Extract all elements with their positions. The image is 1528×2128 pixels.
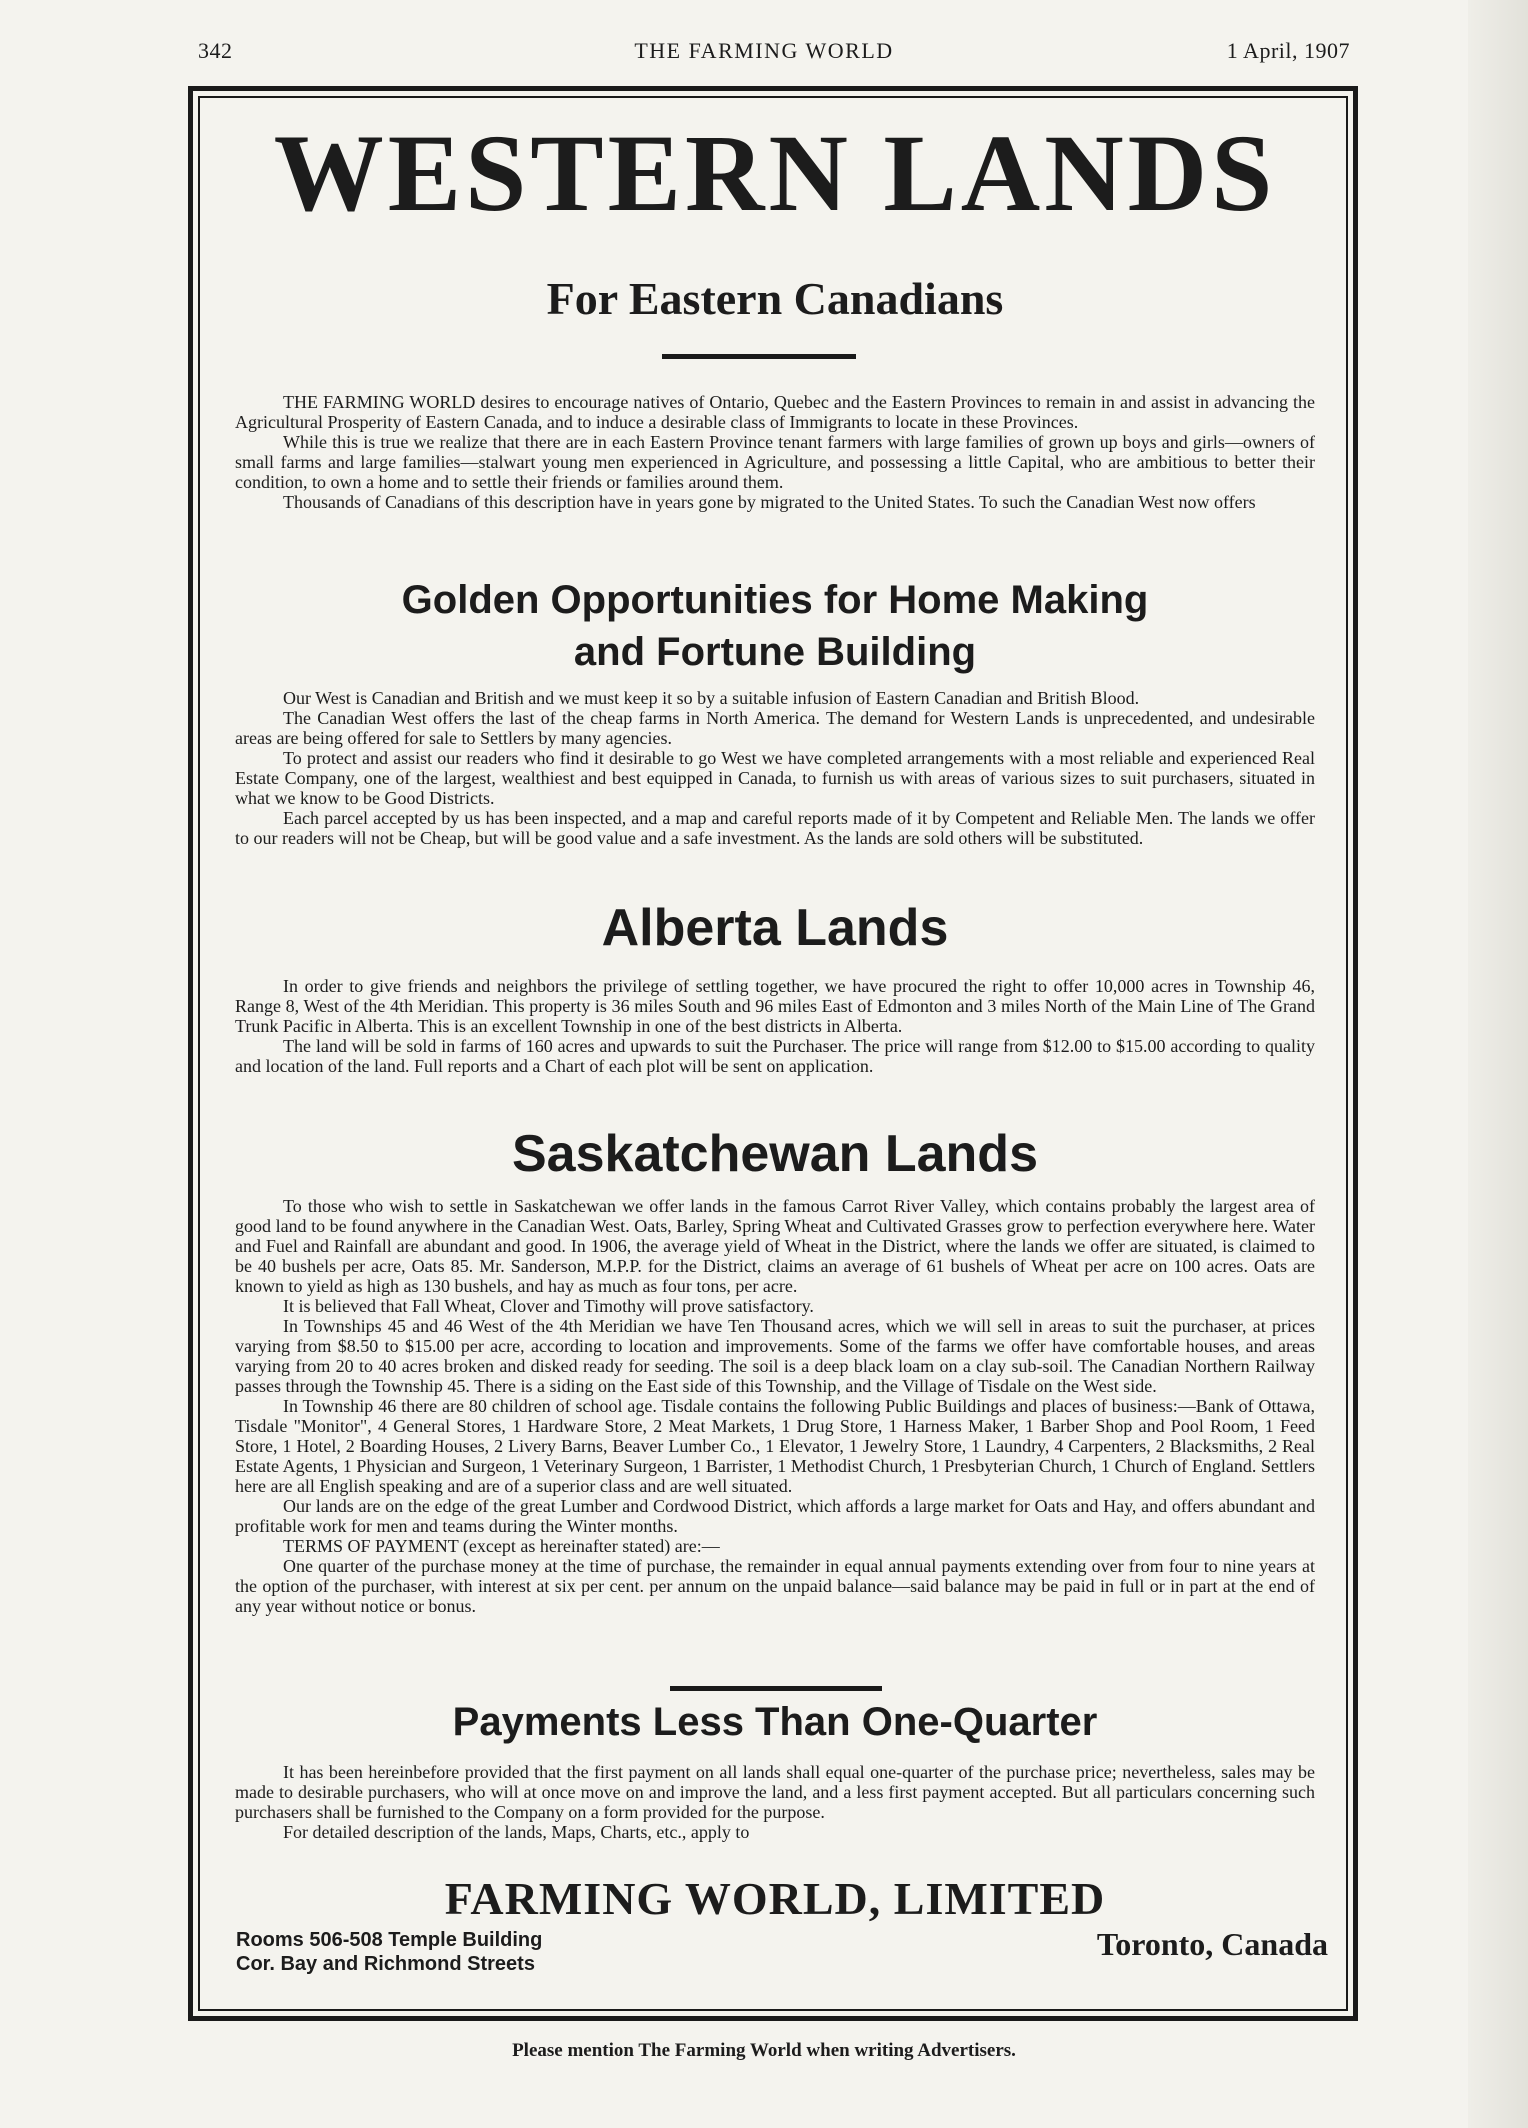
paragraph: In Townships 45 and 46 West of the 4th Meridian we have Ten Thousand acres, which we will sell in areas to suit the purchaser, at prices varying from $8.50 to $15.00 per acre, according to location and improvements. Some of the farms we offer have comfortable houses, and areas varying from 20 to 40 acres broken and disked ready for seeding. The soil is a deep black loam on a clay sub-soil. The Canadian Northern Railway passes through the Township 45. There is a siding on the East side of this Township, and the Village of Tisdale on the West side. (235, 1316, 1315, 1396)
paragraph: Our West is Canadian and British and we must keep it so by a suitable infusion of Eastern Canadian and British Blood. (283, 688, 1140, 708)
company-city: Toronto, Canada (1096, 1926, 1328, 1962)
publication-title: THE FARMING WORLD (634, 38, 894, 63)
payments-heading: Payments Less Than One-Quarter (452, 1700, 1098, 1744)
paragraph: To protect and assist our readers who find it desirable to go West we have completed arrangements with a most reliable and experienced Real Estate Company, one of the largest, wealthiest and best equipped in Canada, to furnish us with areas of various sizes to suit purchasers, situated in what we know to be Good Districts. (235, 748, 1315, 808)
issue-date: 1 April, 1907 (1226, 38, 1350, 63)
company-name: FARMING WORLD, LIMITED (444, 1873, 1106, 1924)
alberta-heading: Alberta Lands (601, 899, 949, 957)
alberta-section (235, 976, 1315, 1076)
saskatchewan-heading: Saskatchewan Lands (512, 1125, 1038, 1183)
page-footer: Please mention The Farming World when writing Advertisers. (512, 2040, 1016, 2061)
paragraph: TERMS OF PAYMENT (except as hereinafter stated) are:— (283, 1536, 720, 1556)
paragraph: In Township 46 there are 80 children of school age. Tisdale contains the following Public Buildings and places of business:—Bank of Ottawa, Tisdale "Monitor", 4 General Stores, 1 Hardware Store, 2 Meat Markets, 1 Drug Store, 1 Harness Maker, 1 Barber Shop and Pool Room, 1 Feed Store, 1 Hotel, 2 Boarding Houses, 2 Livery Barns, Beaver Lumber Co., 1 Elevator, 1 Jewelry Store, 1 Laundry, 4 Carpenters, 2 Blacksmiths, 2 Real Estate Agents, 1 Physician and Surgeon, 1 Veterinary Surgeon, 1 Barrister, 1 Methodist Church, 1 Presbyterian Church, 1 Church of England. Settlers here are all English speaking and are of a superior class and are well situated. (235, 1396, 1315, 1496)
paragraph: Thousands of Canadians of this description have in years gone by migrated to the United States. To such the Canadian West now offers (283, 492, 1256, 512)
company-address (236, 1928, 542, 1976)
paragraph: The Canadian West offers the last of the cheap farms in North America. The demand for Western Lands is unprecedented, and undesirable areas are being offered for sale to Settlers by many agencies. (235, 708, 1315, 748)
paragraph: It has been hereinbefore provided that the first payment on all lands shall equal one-quarter of the purchase price; nevertheless, sales may be made to desirable purchasers, who will at once move on and improve the land, and a less first payment accepted. But all particulars concerning such purchasers shall be furnished to the Company on a form provided for the purpose. (235, 1762, 1315, 1822)
paragraph: Our lands are on the edge of the great Lumber and Cordwood District, which affords a large market for Oats and Hay, and offers abundant and profitable work for men and teams during the Winter months. (235, 1496, 1315, 1536)
paragraph: While this is true we realize that there are in each Eastern Province tenant farmers with large families of grown up boys and girls—owners of small farms and large families—stalwart young men experienced in Agriculture, and possessing a little Capital, who are ambitious to better their condition, to own a home and to settle their friends or families around them. (235, 432, 1315, 492)
paragraph: Each parcel accepted by us has been inspected, and a map and careful reports made of it by Competent and Reliable Men. The lands we offer to our readers will not be Cheap, but will be good value and a safe investment. As the lands are sold others will be substituted. (235, 808, 1315, 848)
west-section (235, 688, 1315, 848)
ad-subtitle: For Eastern Canadians (546, 273, 1004, 324)
page-edge-shadow (1468, 0, 1528, 2128)
paragraph: It is believed that Fall Wheat, Clover and Timothy will prove satisfactory. (283, 1296, 814, 1316)
divider-rule (670, 1686, 882, 1691)
payments-section (235, 1762, 1315, 1842)
intro-section (235, 392, 1315, 512)
saskatchewan-section (235, 1196, 1315, 1616)
paragraph: THE FARMING WORLD desires to encourage natives of Ontario, Quebec and the Eastern Provinces to remain in and assist in advancing the Agricultural Prosperity of Eastern Canada, and to induce a desirable class of Immigrants to locate in these Provinces. (235, 392, 1315, 432)
paragraph: For detailed description of the lands, Maps, Charts, etc., apply to (283, 1822, 750, 1842)
address-line: Rooms 506-508 Temple Building (236, 1929, 543, 1951)
heading-line: Golden Opportunities for Home Making (401, 578, 1149, 622)
golden-opportunities-heading (235, 574, 1315, 678)
heading-line: and Fortune Building (573, 630, 977, 674)
paragraph: To those who wish to settle in Saskatchewan we offer lands in the famous Carrot River Valley, which contains probably the largest area of good land to be found anywhere in the Canadian West. Oats, Barley, Spring Wheat and Cultivated Grasses grow to perfection everywhere here. Water and Fuel and Rainfall are abundant and good. In 1906, the average yield of Wheat in the District, where the lands we offer are situated, is claimed to be 40 bushels per acre, Oats 85. Mr. Sanderson, M.P.P. for the District, claims an average of 61 bushels of Wheat per acre on 100 acres. Oats are known to yield as high as 130 bushels, and hay as much as four tons, per acre. (235, 1196, 1315, 1296)
address-line: Cor. Bay and Richmond Streets (236, 1953, 535, 1975)
paragraph: The land will be sold in farms of 160 acres and upwards to suit the Purchaser. The price will range from $12.00 to $15.00 according to quality and location of the land. Full reports and a Chart of each plot will be sent on application. (235, 1036, 1315, 1076)
ad-title: WESTERN LANDS (273, 112, 1277, 234)
divider-rule (662, 354, 856, 359)
paragraph: In order to give friends and neighbors the privilege of settling together, we have procured the right to offer 10,000 acres in Township 46, Range 8, West of the 4th Meridian. This property is 36 miles South and 96 miles East of Edmonton and 3 miles North of the Main Line of The Grand Trunk Pacific in Alberta. This is an excellent Township in one of the best districts in Alberta. (235, 976, 1315, 1036)
paragraph: One quarter of the purchase money at the time of purchase, the remainder in equal annual payments extending over from four to nine years at the option of the purchaser, with interest at six per cent. per annum on the unpaid balance—said balance may be paid in full or in part at the end of any year without notice or bonus. (235, 1556, 1315, 1616)
page-number: 342 (198, 38, 233, 63)
